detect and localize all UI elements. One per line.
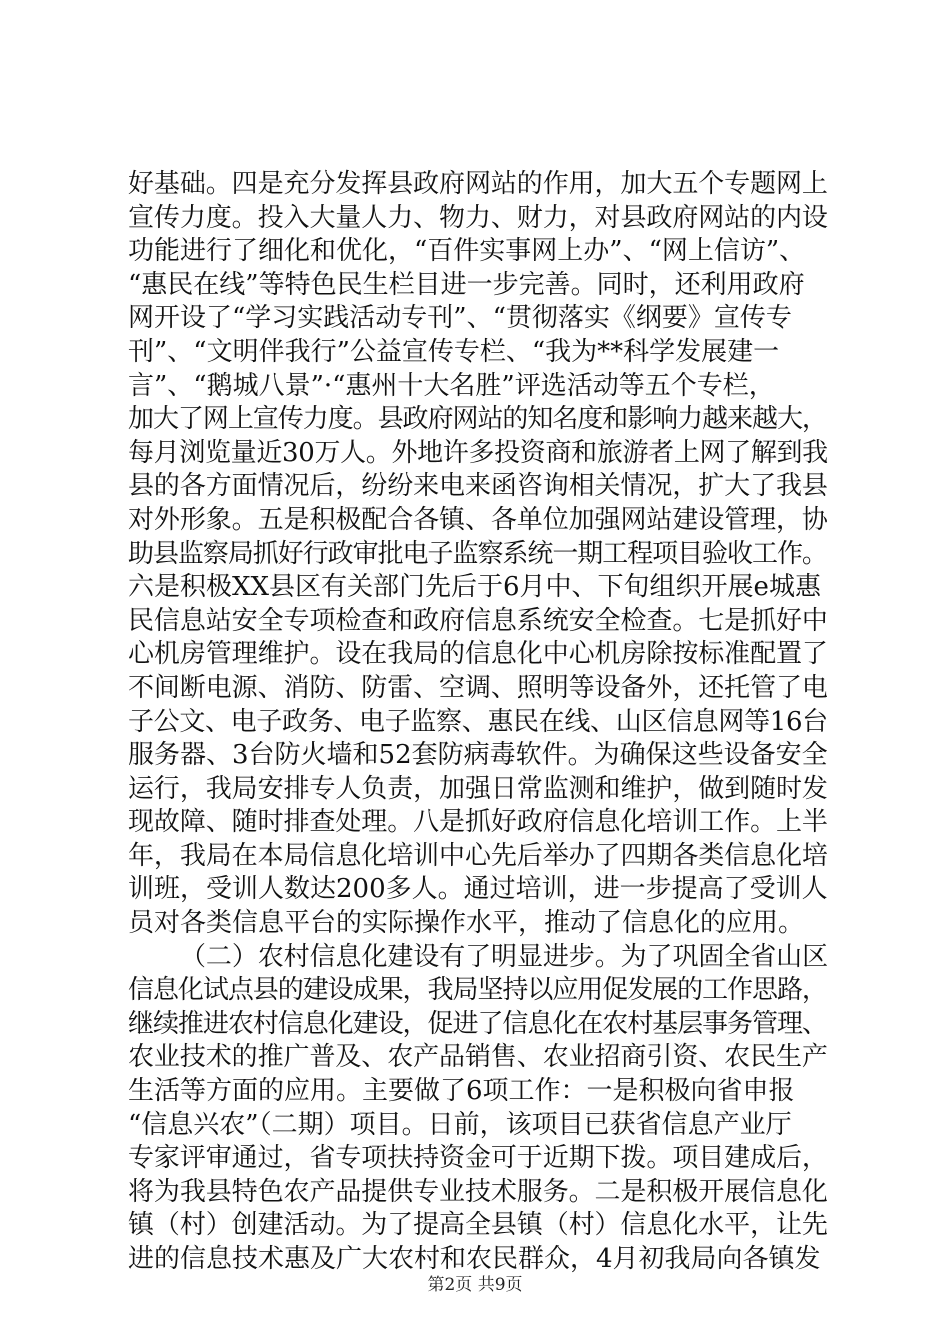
text-line: 现故障、随时排查处理。八是抓好政府信息化培训工作。上半 (128, 807, 828, 838)
text-line: “惠民在线”等特色民生栏目进一步完善。同时，还利用政府 (128, 269, 805, 300)
text-line: 员对各类信息平台的实际操作水平，推动了信息化的应用。 (128, 908, 805, 939)
text-line: 好基础。四是充分发挥县政府网站的作用，加大五个专题网上 (128, 169, 828, 199)
text-line: 运行，我局安排专人负责，加强日常监测和维护，做到随时发 (128, 773, 828, 804)
text-line: 六是积极XX县区有关部门先后于6月中、下旬组织开展e城惠 (128, 572, 821, 603)
text-line: 生活等方面的应用。主要做了6项工作：一是积极向省申报 (128, 1076, 795, 1107)
text-line: 不间断电源、消防、防雷、空调、照明等设备外，还托管了电 (128, 672, 828, 703)
text-line: 训班，受训人数达200多人。通过培训，进一步提高了受训人 (128, 874, 828, 905)
text-line: 县的各方面情况后，纷纷来电来函咨询相关情况，扩大了我县 (128, 471, 828, 502)
text-line: 功能进行了细化和优化，“百件实事网上办”、“网上信访”、 (128, 236, 806, 267)
text-line: 将为我县特色农产品提供专业技术服务。二是积极开展信息化 (128, 1176, 828, 1207)
text-line: 镇（村）创建活动。为了提高全县镇（村）信息化水平，让先 (128, 1210, 828, 1241)
text-line: 加大了网上宣传力度。县政府网站的知名度和影响力越来越大， (128, 404, 827, 435)
text-line: 年，我局在本局信息化培训中心先后举办了四期各类信息化培 (128, 840, 828, 871)
text-line: 进的信息技术惠及广大农村和农民群众，4月初我局向各镇发 (128, 1244, 821, 1274)
page-footer: 第2页 共9页 (427, 1275, 523, 1295)
document-body (128, 168, 828, 1277)
text-line: “信息兴农”（二期）项目。日前，该项目已获省信息产业厅 (128, 1109, 792, 1140)
text-line: 专家评审通过，省专项扶持资金可于近期下拨。项目建成后， (128, 1143, 828, 1174)
text-line: 民信息站安全专项检查和政府信息系统安全检查。七是抓好中 (128, 605, 828, 636)
text-line: 心机房管理维护。设在我局的信息化中心机房除按标准配置了 (128, 639, 828, 670)
text-line: 刊”、“文明伴我行”公益宣传专栏、“我为**科学发展建一 (128, 336, 780, 367)
text-line: 继续推进农村信息化建设，促进了信息化在农村基层事务管理、 (128, 1008, 827, 1039)
text-line: 农业技术的推广普及、农产品销售、农业招商引资、农民生产 (128, 1042, 828, 1073)
text-line: 子公文、电子政务、电子监察、惠民在线、山区信息网等16台 (128, 706, 828, 737)
text-line: 网开设了“学习实践活动专刊”、“贯彻落实《纲要》宣传专 (128, 303, 792, 334)
text-line: 服务器、3台防火墙和52套防病毒软件。为确保这些设备安全 (128, 740, 828, 771)
text-line: 对外形象。五是积极配合各镇、各单位加强网站建设管理，协 (128, 504, 828, 535)
section-heading-line: （二）农村信息化建设有了明显进步。为了巩固全省山区 (180, 941, 829, 972)
text-line: 宣传力度。投入大量人力、物力、财力，对县政府网站的内设 (128, 202, 828, 233)
text-line: 信息化试点县的建设成果，我局坚持以应用促发展的工作思路， (128, 975, 827, 1006)
text-line: 言”、“鹅城八景”·“惠州十大名胜”评选活动等五个专栏， (128, 370, 775, 401)
text-line: 助县监察局抓好行政审批电子监察系统一期工程项目验收工作。 (128, 538, 827, 569)
text-line: 每月浏览量近30万人。外地许多投资商和旅游者上网了解到我 (128, 437, 828, 468)
